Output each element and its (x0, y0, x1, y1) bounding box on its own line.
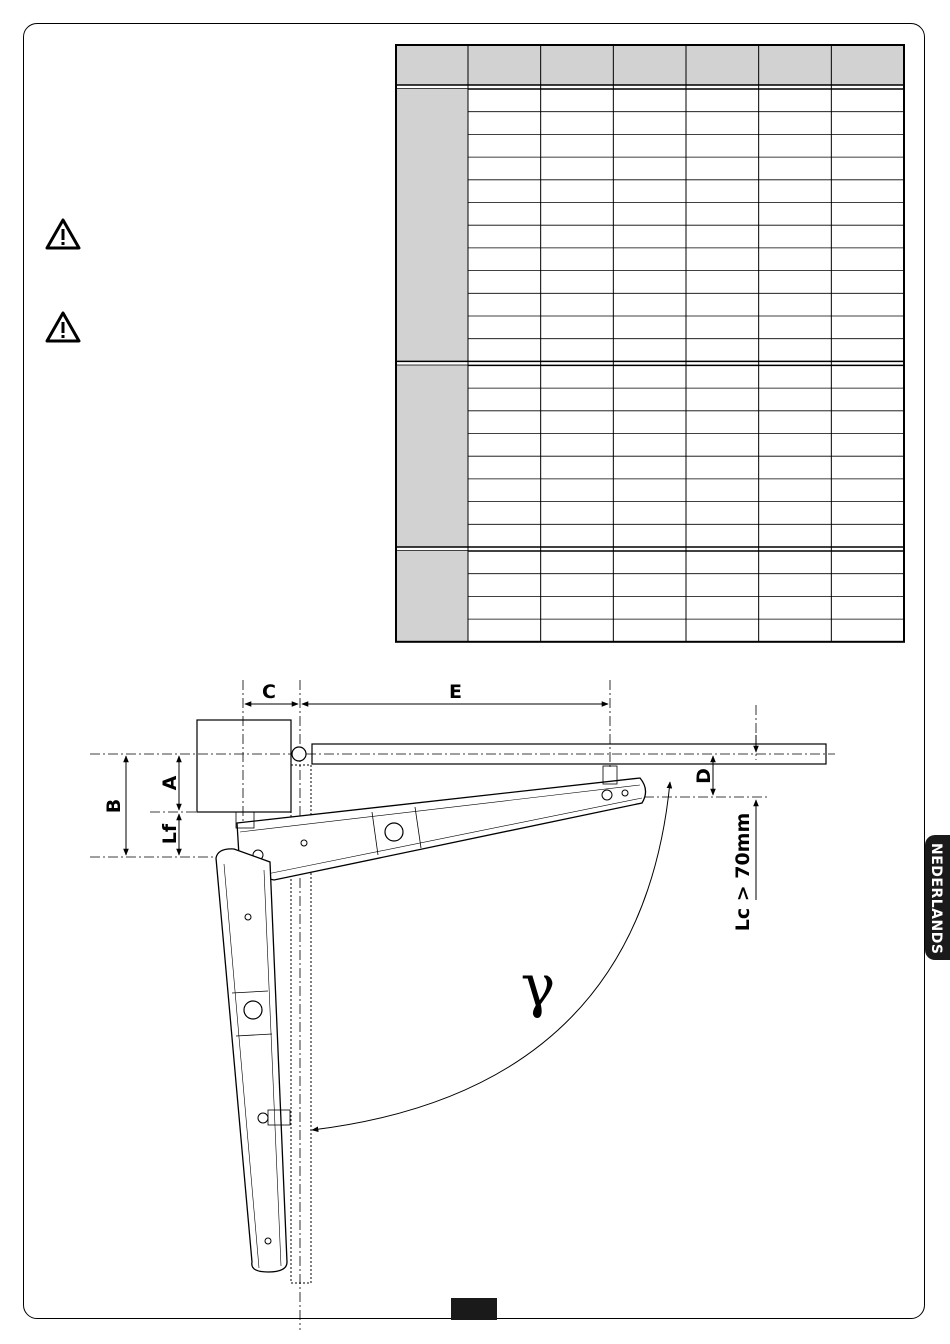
language-tab-label: NEDERLANDS (928, 843, 944, 955)
pillar (197, 720, 291, 812)
gate-leaf (312, 744, 826, 764)
language-tab (925, 835, 950, 960)
dim-label-lc: Lc > 70mm (732, 812, 754, 932)
dim-label-c: C (262, 681, 276, 703)
arm-closed (236, 766, 646, 880)
dim-label-b: B (103, 798, 125, 814)
hinge (292, 747, 306, 761)
dim-label-lf: Lf (159, 823, 181, 845)
dim-label-d: D (693, 768, 715, 784)
dim-label-e: E (449, 681, 462, 703)
angle-label-gamma: γ (520, 952, 556, 1020)
arm-open (216, 849, 290, 1272)
dim-label-a: A (159, 775, 181, 791)
page-number-tab (451, 1298, 497, 1320)
